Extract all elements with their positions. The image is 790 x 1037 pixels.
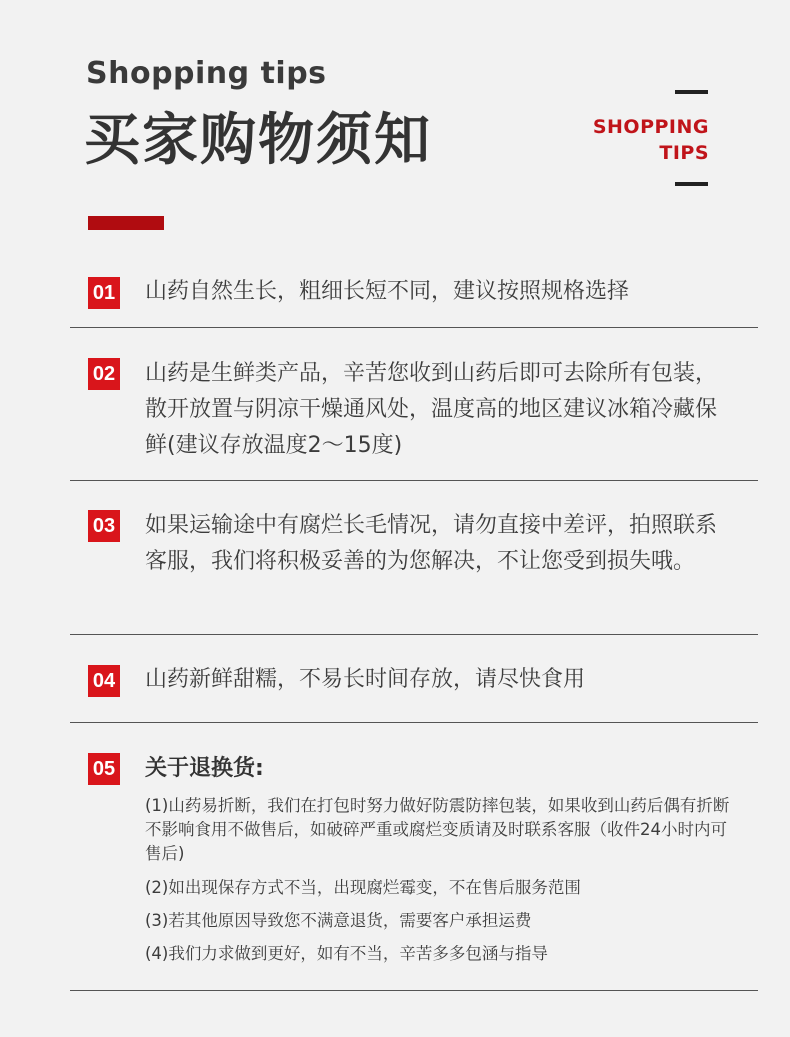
side-top-line [675,90,708,94]
title-accent-bar [88,216,164,230]
returns-heading: 关于退换货: [145,756,264,781]
side-label-line1: SHOPPING [592,116,709,138]
subtitle-en: Shopping tips [86,56,327,91]
item-number-02: 02 [88,358,120,390]
returns-point-1: (1)山药易折断，我们在打包时努力做好防震防摔包装，如果收到山药后偶有折断不影响食用不做售后，如破碎严重或腐烂变质请及时联系客服（收件24小时内可售后) [145,796,730,863]
divider [70,480,758,481]
returns-point-2: (2)如出现保存方式不当，出现腐烂霉变，不在售后服务范围 [145,878,581,897]
item-number-05: 05 [88,753,120,785]
item-number-01: 01 [88,277,120,309]
divider [70,990,758,991]
page-title: 买家购物须知 [84,108,432,173]
side-label [593,114,709,166]
divider [70,327,758,328]
item-text-03: 如果运输途中有腐烂长毛情况，请勿直接中差评，拍照联系客服，我们将积极妥善的为您解决，不让您受到损失哦。 [145,513,718,574]
item-text-04: 山药新鲜甜糯，不易长时间存放，请尽快食用 [145,667,586,692]
item-text-01: 山药自然生长，粗细长短不同，建议按照规格选择 [145,279,630,304]
divider [70,722,758,723]
item-text-02: 山药是生鲜类产品，辛苦您收到山药后即可去除所有包装，散开放置与阴凉干燥通风处，温度高的地区建议冰箱冷藏保鲜(建议存放温度2～15度) [145,361,718,458]
side-label-line2: TIPS [659,142,709,164]
item-number-04: 04 [88,665,120,697]
side-bottom-line [675,182,708,186]
returns-point-4: (4)我们力求做到更好，如有不当，辛苦多多包涵与指导 [145,944,548,963]
returns-point-3: (3)若其他原因导致您不满意退货，需要客户承担运费 [145,911,532,930]
item-number-03: 03 [88,510,120,542]
divider [70,634,758,635]
